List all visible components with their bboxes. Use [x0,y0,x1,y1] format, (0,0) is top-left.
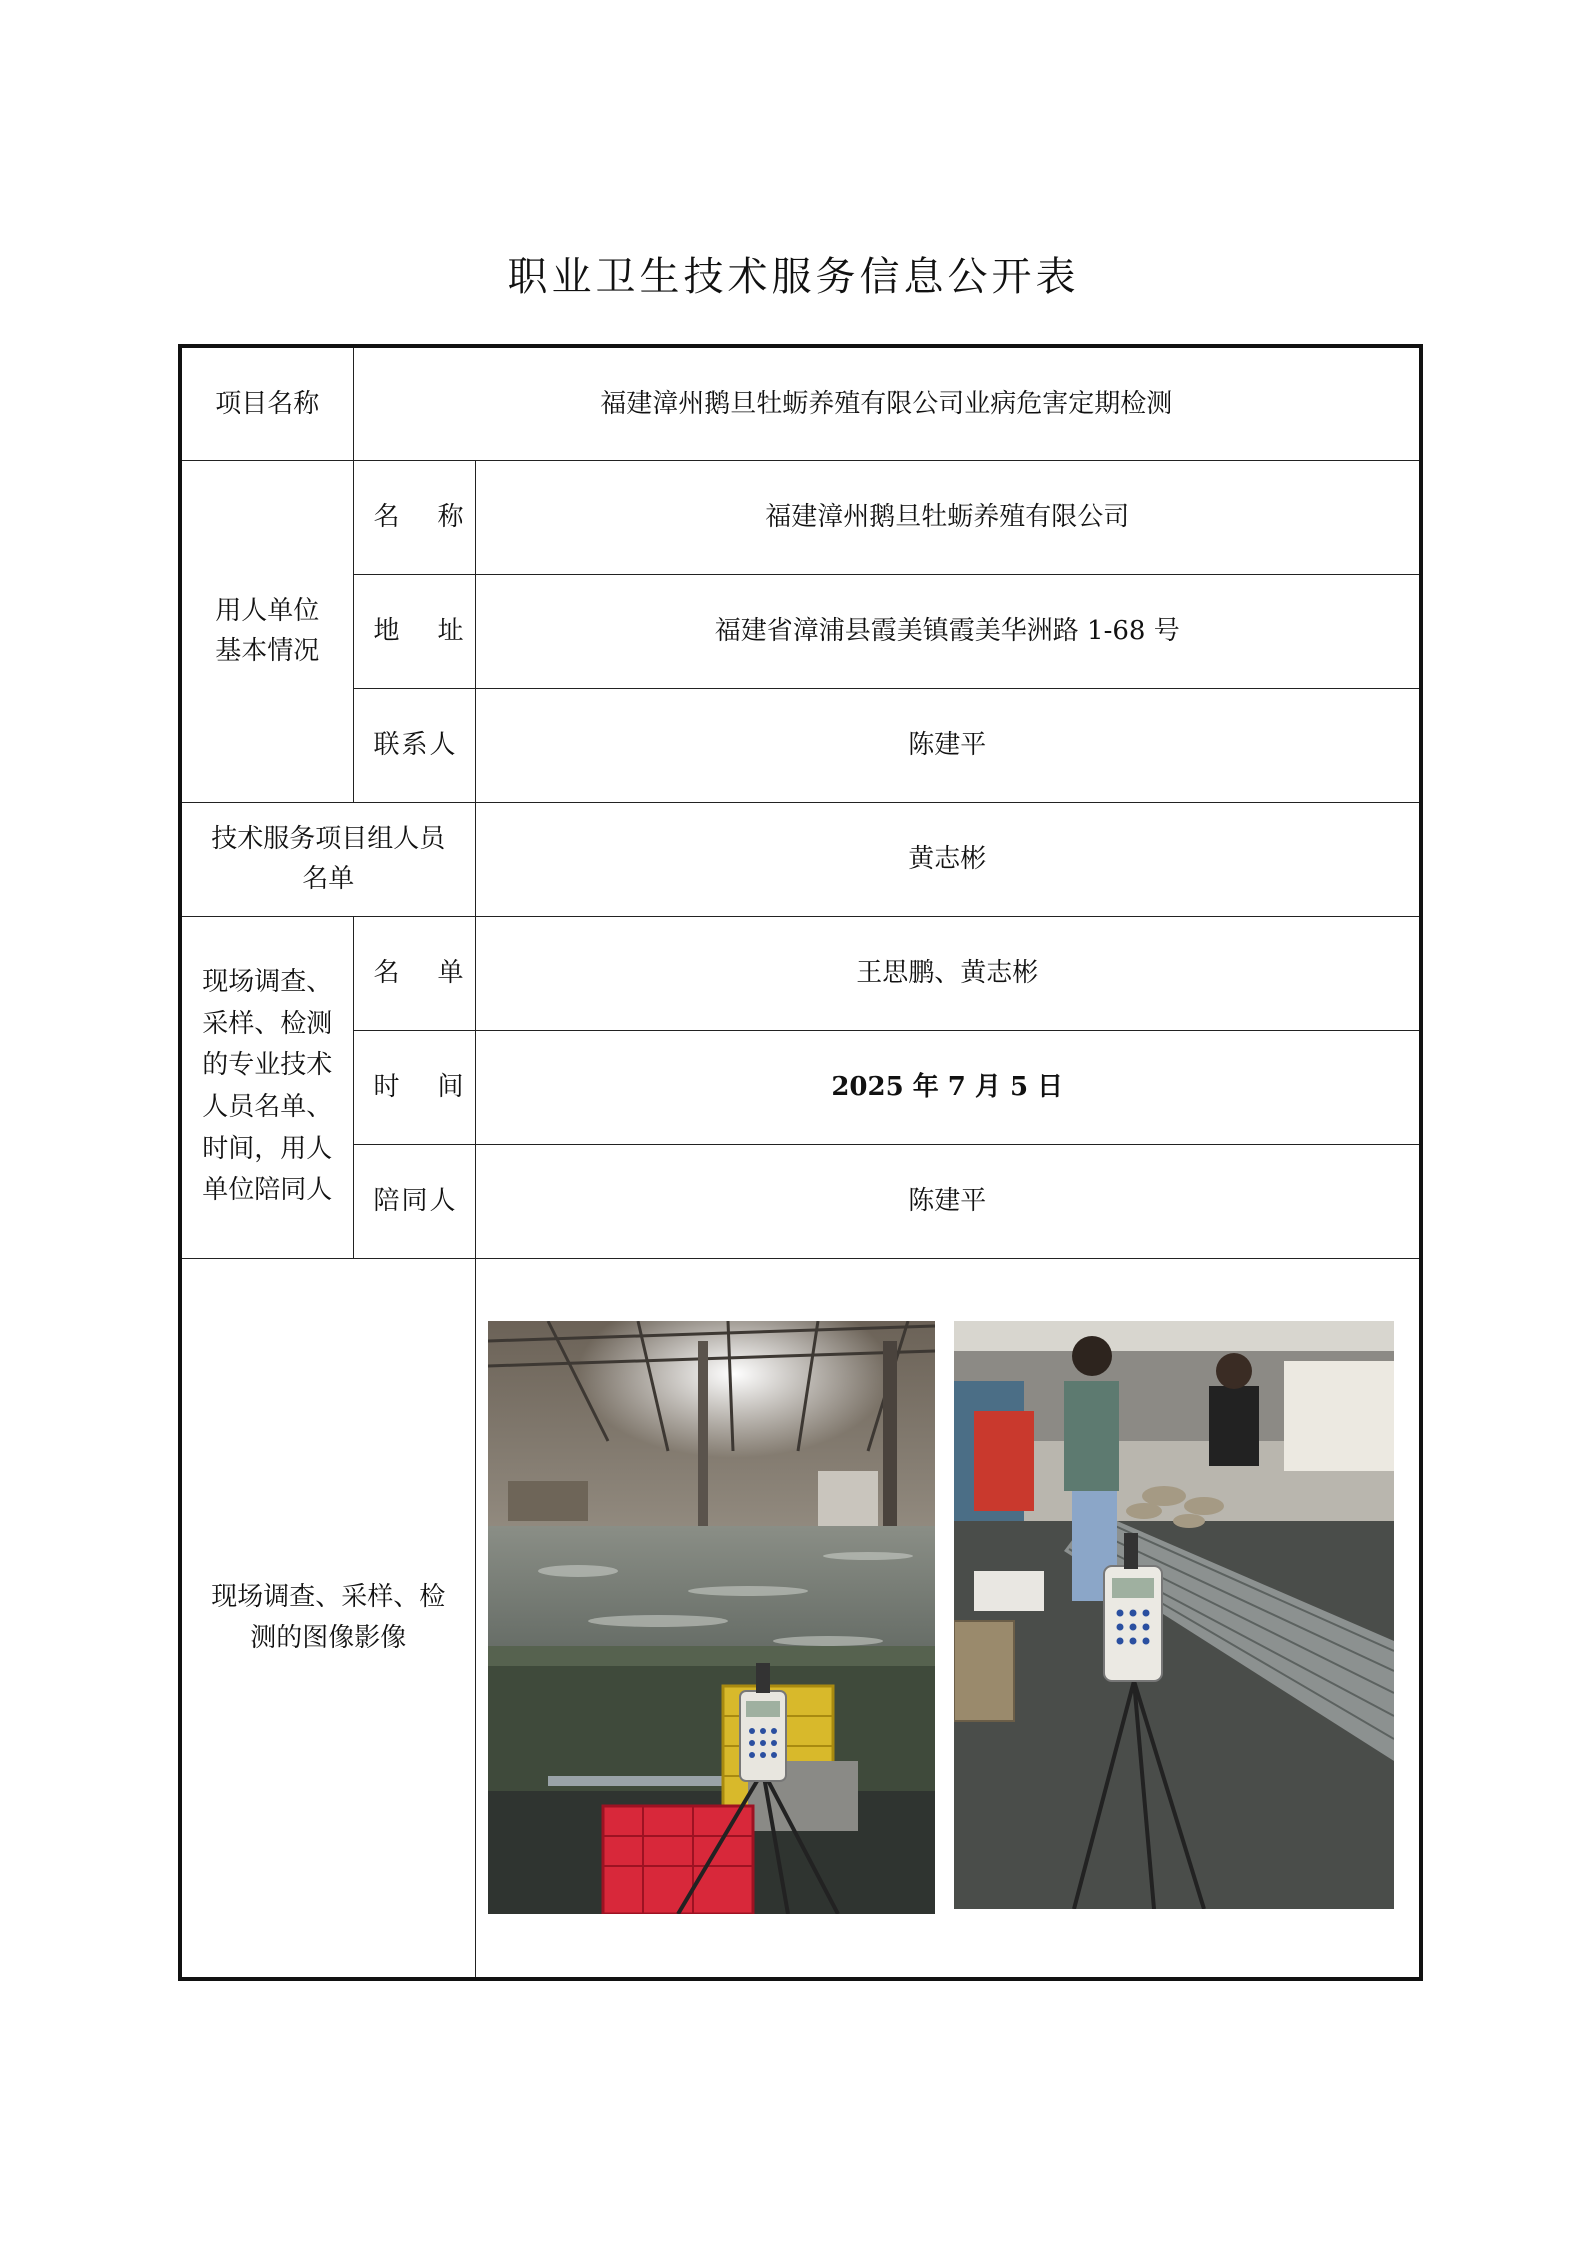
project-name-value: 福建漳州鹅旦牡蛎养殖有限公司业病危害定期检测 [353,346,1421,460]
row-onsite-list [180,916,1421,1030]
employer-contact-value: 陈建平 [475,688,1421,802]
row-images [180,1258,1421,1979]
employer-address-label: 地 址 [353,574,475,688]
onsite-time-label: 时 间 [353,1030,475,1144]
employer-address-value: 福建省漳浦县霞美镇霞美华洲路 1-68 号 [475,574,1421,688]
onsite-label: 现场调查、 采样、检测 的专业技术 人员名单、 时间，用人 单位陪同人 [180,916,353,1258]
team-value: 黄志彬 [475,802,1421,916]
row-onsite-time [180,1030,1421,1144]
conveyor-workers-photo-image [954,1321,1394,1909]
project-name-label: 项目名称 [180,346,353,460]
employer-label: 用人单位 基本情况 [180,460,353,802]
info-table [178,344,1423,1981]
team-label: 技术服务项目组人员 名单 [180,802,475,916]
row-onsite-escort [180,1144,1421,1258]
onsite-photo-2 [954,1321,1401,1909]
employer-contact-label: 联系人 [353,688,475,802]
page-title: 职业卫生技术服务信息公开表 [507,254,1080,300]
onsite-escort-value: 陈建平 [475,1144,1421,1258]
onsite-list-label: 名 单 [353,916,475,1030]
images-cell [475,1258,1421,1979]
row-employer-contact [180,688,1421,802]
employer-name-value: 福建漳州鹅旦牡蛎养殖有限公司 [475,460,1421,574]
onsite-list-value: 王思鹏、黄志彬 [475,916,1421,1030]
onsite-escort-label: 陪同人 [353,1144,475,1258]
employer-name-label: 名 称 [353,460,475,574]
row-team [180,802,1421,916]
row-employer-name [180,460,1421,574]
row-project-name [180,346,1421,460]
onsite-photo-1 [488,1321,935,1914]
images-label: 现场调查、采样、检 测的图像影像 [180,1258,475,1979]
onsite-time-value: 2025 年 7 月 5 日 [475,1030,1421,1144]
row-employer-address [180,574,1421,688]
oyster-tank-photo-image [488,1321,935,1914]
